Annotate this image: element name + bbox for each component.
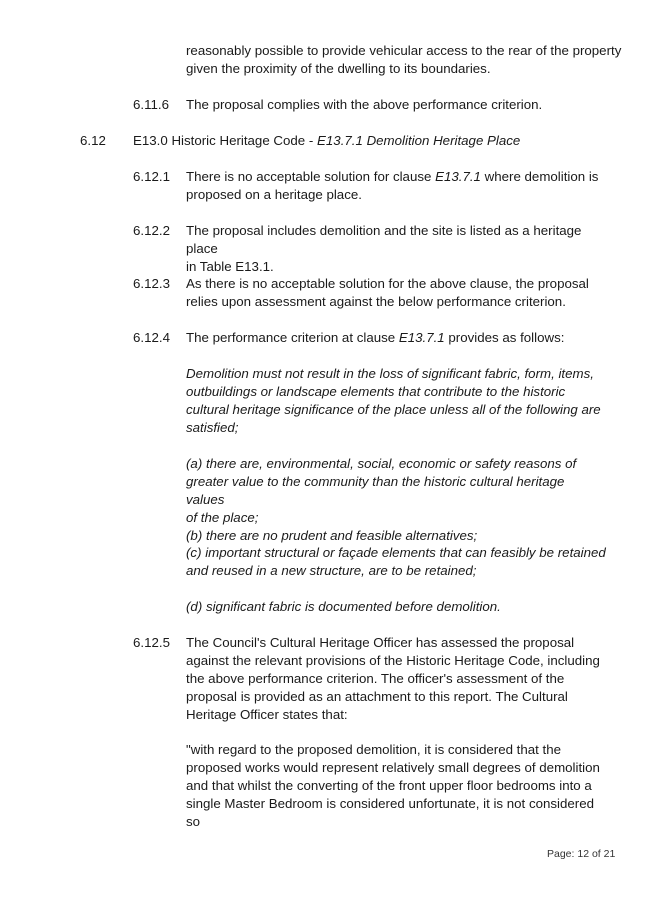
item-6-12-5-line: the above performance criterion. The officer's assessment of the [186, 671, 565, 686]
section-heading-italic: E13.7.1 Demolition Heritage Place [317, 133, 521, 148]
quote-c-line: and reused in a new structure, are to be retained; [186, 563, 477, 578]
item-text-6-12-1 [186, 168, 606, 204]
item-number-6-11-6: 6.11.6 [133, 97, 169, 112]
quote-intro [186, 365, 606, 437]
item-number-6-12-1: 6.12.1 [133, 169, 170, 184]
section-number-6-12: 6.12 [80, 133, 106, 148]
quote-a-line: of the place; [186, 510, 259, 525]
quote-intro-line: outbuildings or landscape elements that contribute to the historic [186, 384, 566, 399]
item-text-6-12-5 [186, 634, 606, 724]
item-6-12-1-line-1 [186, 168, 606, 186]
item-6-12-5-line: Heritage Officer states that: [186, 707, 348, 722]
quote-b-line: (b) there are no prudent and feasible alternatives; [186, 528, 478, 543]
quote-intro-line: Demolition must not result in the loss of significant fabric, form, items, [186, 366, 594, 381]
section-heading-6-12 [133, 132, 603, 150]
quote-a-line: (a) there are, environmental, social, economic or safety reasons of [186, 456, 577, 471]
officer-quote-line: single Master Bedroom is considered unfortunate, it is not considered so [186, 796, 594, 829]
item-number-6-12-2: 6.12.2 [133, 223, 170, 238]
item-6-12-5-line: against the relevant provisions of the Historic Heritage Code, including [186, 653, 600, 668]
item-6-12-5-line: proposal is provided as an attachment to this report. The Cultural [186, 689, 568, 704]
officer-quote-line: and that whilst the converting of the front upper floor bedrooms into a [186, 778, 592, 793]
continued-line-1: reasonably possible to provide vehicular access to the rear of the property [186, 43, 622, 58]
quote-intro-line: cultural heritage significance of the place unless all of the following are [186, 402, 601, 417]
quote-clause-d: (d) significant fabric is documented before demolition. [186, 599, 501, 614]
section-heading-prefix: E13.0 Historic Heritage Code - [133, 133, 318, 148]
item-6-12-5-line: The Council's Cultural Heritage Officer has assessed the proposal [186, 635, 575, 650]
officer-quote-line: proposed works would represent relatively small degrees of demolition [186, 760, 600, 775]
page-number: Page: 12 of 21 [547, 848, 616, 860]
quote-intro-line: satisfied; [186, 420, 239, 435]
quote-c-line: (c) important structural or façade elements that can feasibly be retained [186, 545, 606, 560]
officer-quote-line: "with regard to the proposed demolition, it is considered that the [186, 742, 562, 757]
continued-line-2: given the proximity of the dwelling to its boundaries. [186, 61, 491, 76]
item-text-6-12-2 [186, 222, 606, 276]
clause-reference: E13.7.1 [435, 169, 481, 184]
item-number-6-12-4: 6.12.4 [133, 330, 170, 345]
item-6-12-1-line-2: proposed on a heritage place. [186, 187, 362, 202]
item-6-12-2-line-1: The proposal includes demolition and the site is listed as a heritage place [186, 223, 582, 256]
item-6-12-4-text-c: provides as follows: [444, 330, 565, 345]
quote-a-line: greater value to the community than the historic cultural heritage values [186, 474, 565, 507]
item-6-12-1-text-c: where demolition is [480, 169, 599, 184]
item-6-12-3-line-1: As there is no acceptable solution for the above clause, the proposal [186, 276, 589, 291]
item-6-12-4-text-a: The performance criterion at clause [186, 330, 399, 345]
item-number-6-12-5: 6.12.5 [133, 635, 170, 650]
item-text-6-12-3 [186, 275, 606, 311]
quote-clause-a-b [186, 455, 606, 545]
continued-paragraph [186, 42, 621, 78]
item-text-6-12-4 [186, 329, 606, 347]
quote-clause-c [186, 544, 606, 580]
item-6-12-3-line-2: relies upon assessment against the below performance criterion. [186, 294, 566, 309]
item-text-6-11-6: The proposal complies with the above performance criterion. [186, 97, 543, 112]
clause-reference: E13.7.1 [398, 330, 445, 345]
item-6-12-1-text-a: There is no acceptable solution for clause [186, 169, 436, 184]
item-6-12-2-line-2: in Table E13.1. [186, 259, 274, 274]
officer-quote [186, 741, 606, 831]
item-number-6-12-3: 6.12.3 [133, 276, 170, 291]
